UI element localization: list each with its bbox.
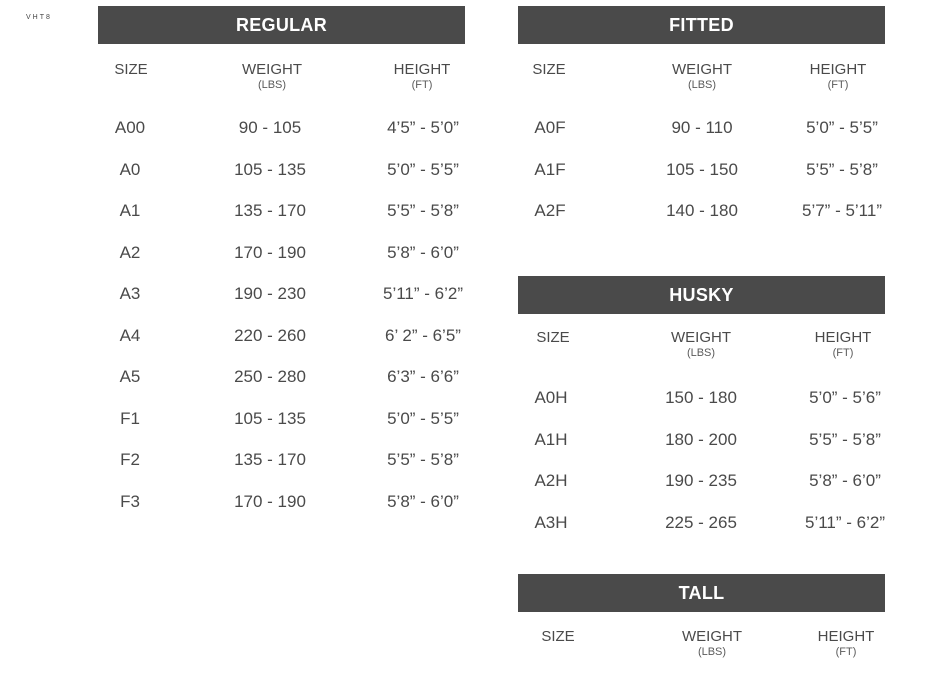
regular-weight-cell: 170 - 190	[234, 491, 306, 511]
regular-weight-cell: 90 - 105	[238, 118, 302, 137]
husky-weight-cell: 225 - 265	[665, 512, 737, 532]
husky-weight-cell: 150 - 180	[665, 388, 737, 407]
regular-size-cell: A2	[119, 242, 141, 262]
fitted-size-cell: A2F	[534, 201, 566, 220]
fitted-height-header: HEIGHT (FT)	[809, 61, 867, 91]
regular-height-cell: 5’5” - 5’8”	[387, 450, 459, 469]
husky-height-header: HEIGHT (FT)	[814, 329, 872, 359]
regular-size-cell: A00	[114, 118, 146, 137]
regular-size-cell: A5	[119, 367, 141, 386]
regular-size-cell: F3	[120, 491, 140, 511]
husky-size-cell: A1H	[534, 429, 568, 449]
regular-weight-cell: 170 - 190	[234, 242, 306, 262]
regular-weight-cell: 135 - 170	[234, 450, 306, 469]
regular-size-cell: A1	[119, 201, 141, 220]
regular-height-cell: 5’0” - 5’5”	[387, 408, 459, 428]
regular-height-cell: 5’0” - 5’5”	[387, 159, 459, 179]
husky-weight-header: WEIGHT (LBS)	[671, 329, 731, 359]
regular-height-header: HEIGHT (FT)	[393, 61, 451, 91]
regular-height-cell: 5’8” - 6’0”	[387, 242, 459, 262]
regular-height-cell: 4’5” - 5’0”	[387, 118, 459, 137]
tall-height-header: HEIGHT (FT)	[817, 628, 875, 658]
regular-height-cell: 5’8” - 6’0”	[387, 491, 459, 511]
regular-weight-header: WEIGHT (LBS)	[242, 61, 302, 91]
tall-weight-header: WEIGHT (LBS)	[682, 628, 742, 658]
fitted-weight-cell: 140 - 180	[666, 201, 738, 220]
fitted-size-cell: A0F	[534, 118, 566, 137]
fitted-weight-header: WEIGHT (LBS)	[672, 61, 732, 91]
regular-weight-cell: 135 - 170	[234, 201, 306, 220]
regular-size-cell: A4	[119, 325, 141, 345]
husky-table-title: HUSKY	[518, 276, 885, 314]
husky-height-cell: 5’0” - 5’6”	[809, 388, 881, 407]
regular-size-cell: F2	[120, 450, 140, 469]
husky-size-header: SIZE	[536, 329, 570, 346]
fitted-weight-cell: 90 - 110	[671, 118, 733, 137]
tall-size-table	[518, 574, 885, 678]
regular-size-table	[98, 6, 465, 526]
husky-weight-cell: 190 - 235	[665, 471, 737, 490]
fitted-weight-cell: 105 - 150	[666, 159, 738, 179]
regular-weight-cell: 250 - 280	[234, 367, 306, 386]
husky-size-table	[518, 276, 885, 546]
fitted-size-table	[518, 6, 885, 236]
fitted-height-cell: 5’5” - 5’8”	[806, 159, 878, 179]
husky-height-cell: 5’8” - 6’0”	[809, 471, 881, 490]
regular-weight-cell: 105 - 135	[234, 408, 306, 428]
husky-weight-cell: 180 - 200	[665, 429, 737, 449]
fitted-table-title: FITTED	[518, 6, 885, 44]
tall-size-header: SIZE	[541, 628, 575, 645]
fitted-size-header: SIZE	[532, 61, 566, 78]
corner-mark: VHT8	[26, 14, 52, 21]
tall-table-title: TALL	[518, 574, 885, 612]
regular-height-cell: 5’11” - 6’2”	[383, 284, 463, 303]
husky-height-cell: 5’5” - 5’8”	[809, 429, 881, 449]
regular-weight-cell: 105 - 135	[234, 159, 306, 179]
fitted-height-cell: 5’0” - 5’5”	[806, 118, 878, 137]
regular-size-cell: A0	[119, 159, 141, 179]
regular-weight-cell: 220 - 260	[234, 325, 306, 345]
regular-height-cell: 5’5” - 5’8”	[387, 201, 459, 220]
husky-size-cell: A3H	[534, 512, 568, 532]
fitted-size-cell: A1F	[534, 159, 566, 179]
regular-weight-cell: 190 - 230	[234, 284, 306, 303]
regular-table-title: REGULAR	[98, 6, 465, 44]
regular-size-cell: A3	[119, 284, 141, 303]
regular-size-cell: F1	[120, 408, 140, 428]
regular-height-cell: 6’3” - 6’6”	[387, 367, 459, 386]
regular-size-header: SIZE	[114, 61, 148, 78]
regular-height-cell: 6’ 2” - 6’5”	[385, 325, 461, 345]
husky-size-cell: A0H	[534, 388, 568, 407]
fitted-height-cell: 5’7” - 5’11”	[802, 201, 882, 220]
husky-height-cell: 5’11” - 6’2”	[805, 512, 885, 532]
husky-size-cell: A2H	[534, 471, 568, 490]
